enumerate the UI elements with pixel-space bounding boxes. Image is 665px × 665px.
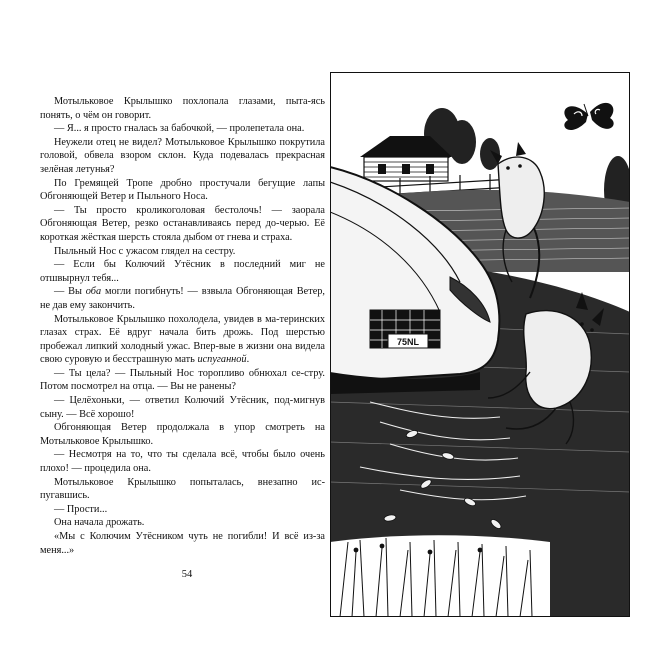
emphasis: оба [85,286,102,298]
paragraph [40,313,325,367]
page-number: 54 [181,569,193,580]
paragraph: Мотыльковое Крылышко попыталась, внезапно ис-пугавшись. [40,476,325,502]
paragraph: Пыльный Нос с ужасом глядел на сестру. [54,245,236,257]
emphasis: испуганной [197,354,247,366]
paragraph: — Целёхоньки, — ответил Колючий Утёсник, под-мигнув сыну. — Всё хорошо! [40,395,325,420]
paragraph [40,285,325,312]
illustration-drawing [330,72,630,617]
text-run: — Вы [54,286,86,298]
paragraph: Неужели отец не видел? Мотыльковое Крылышко покрутила головой, обвела взором склон. Куда подевалась прекрасная зелёная летунья? [40,136,325,175]
license-plate-text: 75NL [396,337,420,347]
paragraph: — Я... я просто гналась за бабочкой, — пролепетала она. [54,123,305,135]
paragraph: Обгоняющая Ветер продолжала в упор смотреть на Мотыльковое Крылышко. [40,422,325,447]
text-page [40,95,325,557]
paragraph: — Прости... [54,503,108,515]
paragraph: «Мы с Колючим Утёсником чуть не погибли! И всё из-за меня...» [40,531,325,556]
paragraph: — Ты просто кроликоголовая бестолочь! — заорала Обгоняющая Ветер, резко останавливаясь перед до-черью. Её короткая жёсткая шерсть стояла дыбом от гнева и страха. [40,204,325,243]
paragraph: — Несмотря на то, что ты сделала всё, чтобы было очень плохо! — процедила она. [40,449,325,475]
paragraph: — Если бы Колючий Утёсник в последний миг не отшвырнул тебя... [40,259,325,284]
text-run: Мотыльковое Крылышко похолодела, увидев в ма-теринских глазах страх. Её вдруг начала бить дрожь. Под шерстью пробежал липкий холодный ужас. Впер-вые в жизни она видела свою суровую и бесстрашную мать [40,313,325,366]
paragraph: — Ты цела? — Пыльный Нос торопливо обнюхал се-стру. Потом посмотрел на отца. — Вы не ранены? [40,367,325,393]
paragraph: Она начала дрожать. [54,517,145,529]
text-run: могли погибнуть! — взвыла Обгоняющая Ветер, не дав ему закончить. [40,286,325,311]
paragraph: По Гремящей Тропе дробно простучали бегущие лапы Обгоняющей Ветер и Пыльного Носа. [40,177,325,203]
text-run: . [246,354,250,366]
illustration [330,72,630,617]
paragraph: Мотыльковое Крылышко похлопала глазами, пыта-ясь понять, о чём он говорит. [40,96,325,121]
